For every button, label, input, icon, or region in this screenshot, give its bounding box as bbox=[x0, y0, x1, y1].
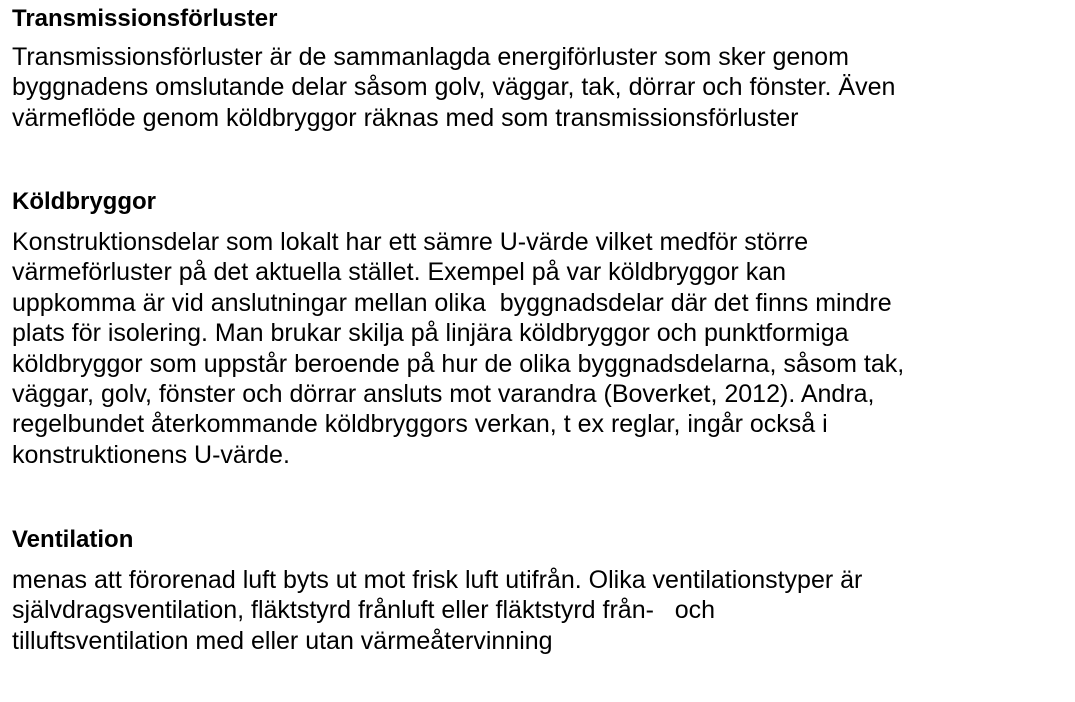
paragraph-line: plats för isolering. Man brukar skilja på linjära köldbryggor och punktformiga bbox=[12, 319, 849, 348]
paragraph-line: konstruktionens U-värde. bbox=[12, 440, 290, 469]
section-koldbryggor bbox=[12, 187, 1062, 470]
paragraph-line: självdragsventilation, fläktstyrd frånluft eller fläktstyrd från- och bbox=[12, 596, 716, 625]
paragraph-line: byggnadens omslutande delar såsom golv, väggar, tak, dörrar och fönster. Även bbox=[12, 73, 896, 102]
section-paragraph bbox=[12, 565, 1062, 656]
paragraph-line: köldbryggor som uppstår beroende på hur de olika byggnadsdelarna, såsom tak, bbox=[12, 349, 905, 378]
section-heading: Köldbryggor bbox=[12, 188, 156, 215]
paragraph-line: menas att förorenad luft byts ut mot frisk luft utifrån. Olika ventilationstyper är bbox=[12, 566, 863, 594]
section-heading: Ventilation bbox=[12, 526, 134, 553]
paragraph-line: regelbundet återkommande köldbryggors verkan, t ex reglar, ingår också i bbox=[12, 410, 828, 439]
section-transmissionsforluster bbox=[12, 4, 1062, 133]
paragraph-line: väggar, golv, fönster och dörrar ansluts mot varandra (Boverket, 2012). Andra, bbox=[12, 380, 875, 409]
paragraph-line: tilluftsventilation med eller utan värmeåtervinning bbox=[12, 626, 553, 655]
paragraph-line: uppkomma är vid anslutningar mellan olika byggnadsdelar där det finns mindre bbox=[12, 288, 892, 317]
section-paragraph bbox=[12, 227, 1062, 470]
section-heading: Transmissionsförluster bbox=[12, 5, 278, 32]
paragraph-line: värmeförluster på det aktuella stället. Exempel på var köldbryggor kan bbox=[12, 258, 786, 287]
paragraph-line: värmeflöde genom köldbryggor räknas med som transmissionsförluster bbox=[12, 103, 799, 132]
section-ventilation bbox=[12, 525, 1062, 656]
section-paragraph bbox=[12, 42, 1062, 133]
paragraph-line: Konstruktionsdelar som lokalt har ett sämre U-värde vilket medför större bbox=[12, 228, 809, 256]
paragraph-line: Transmissionsförluster är de sammanlagda energiförluster som sker genom bbox=[12, 43, 849, 71]
